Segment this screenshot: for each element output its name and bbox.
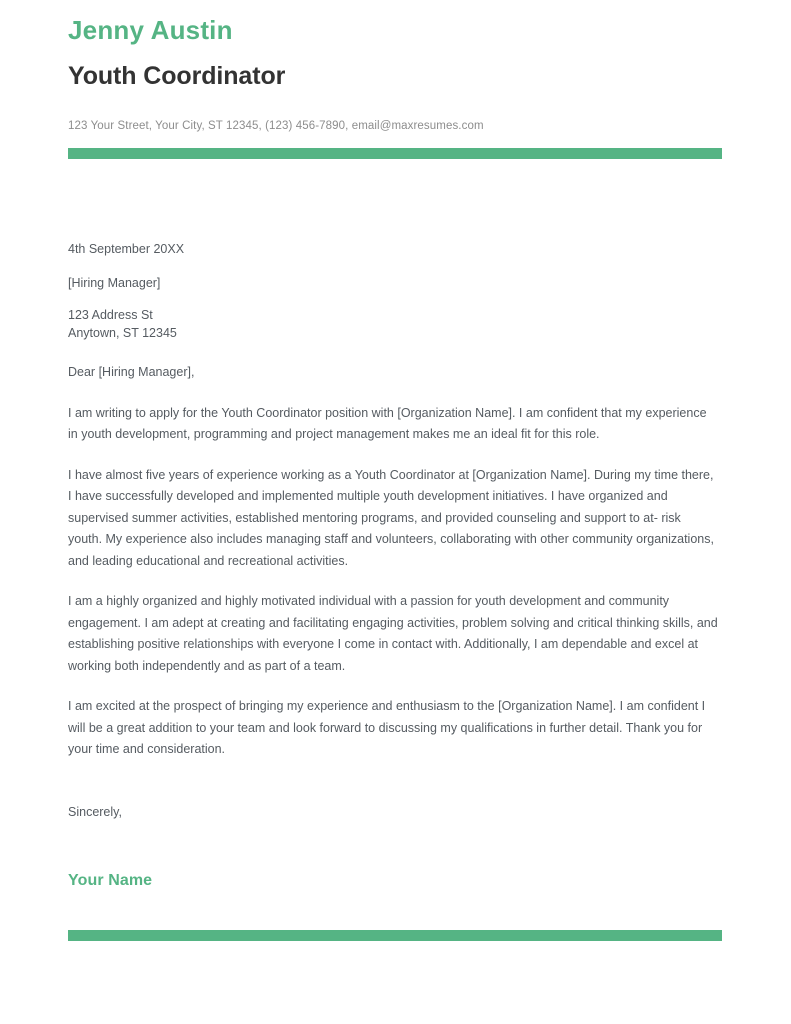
letterhead — [68, 14, 722, 134]
recipient-name: [Hiring Manager] — [68, 276, 161, 291]
letter-date: 4th September 20XX — [68, 242, 185, 256]
closing-salutation: Sincerely, — [68, 804, 122, 819]
recipient-address-line-1: 123 Address St — [68, 308, 153, 323]
body-paragraph: I am writing to apply for the Youth Coordinator position with [Organization Name]. I am confident that my experience in youth development, programming and project management makes me an ideal fit for this role. — [68, 405, 707, 442]
body-paragraph: I am a highly organized and highly motivated individual with a passion for youth development and community engagement. I am adept at creating and facilitating engaging activities, problem solving and critical thinking skills, and establishing positive relationships with everyone I come in contact with. Additionally, I am dependable and excel at working both independently and as part of a team. — [68, 594, 718, 673]
applicant-name: Jenny Austin — [68, 15, 233, 45]
contact-info-line: 123 Your Street, Your City, ST 12345, (123) 456-7890, email@maxresumes.com — [68, 119, 484, 132]
recipient-address — [68, 306, 718, 342]
job-title: Youth Coordinator — [68, 61, 286, 90]
letter-body — [68, 240, 718, 892]
body-paragraph: I am excited at the prospect of bringing my experience and enthusiasm to the [Organization Name]. I am confident I will be a great addition to your team and look forward to discussing my qualifications in further detail. Thank you for your time and consideration. — [68, 699, 706, 757]
salutation: Dear [Hiring Manager], — [68, 364, 195, 379]
accent-rule-top — [68, 148, 722, 159]
signature-name: Your Name — [68, 871, 153, 889]
recipient-address-line-2: Anytown, ST 12345 — [68, 326, 177, 341]
accent-rule-bottom — [68, 930, 722, 941]
body-paragraph: I have almost five years of experience working as a Youth Coordinator at [Organization Name]. During my time there, I have successfully developed and implemented multiple youth development initiatives. I have organized and supervised summer activities, established mentoring programs, and provided counseling and support to at- risk youth. My experience also includes managing staff and volunteers, collaborating with other community organizations, and leading educational and recreational activities. — [68, 467, 714, 568]
